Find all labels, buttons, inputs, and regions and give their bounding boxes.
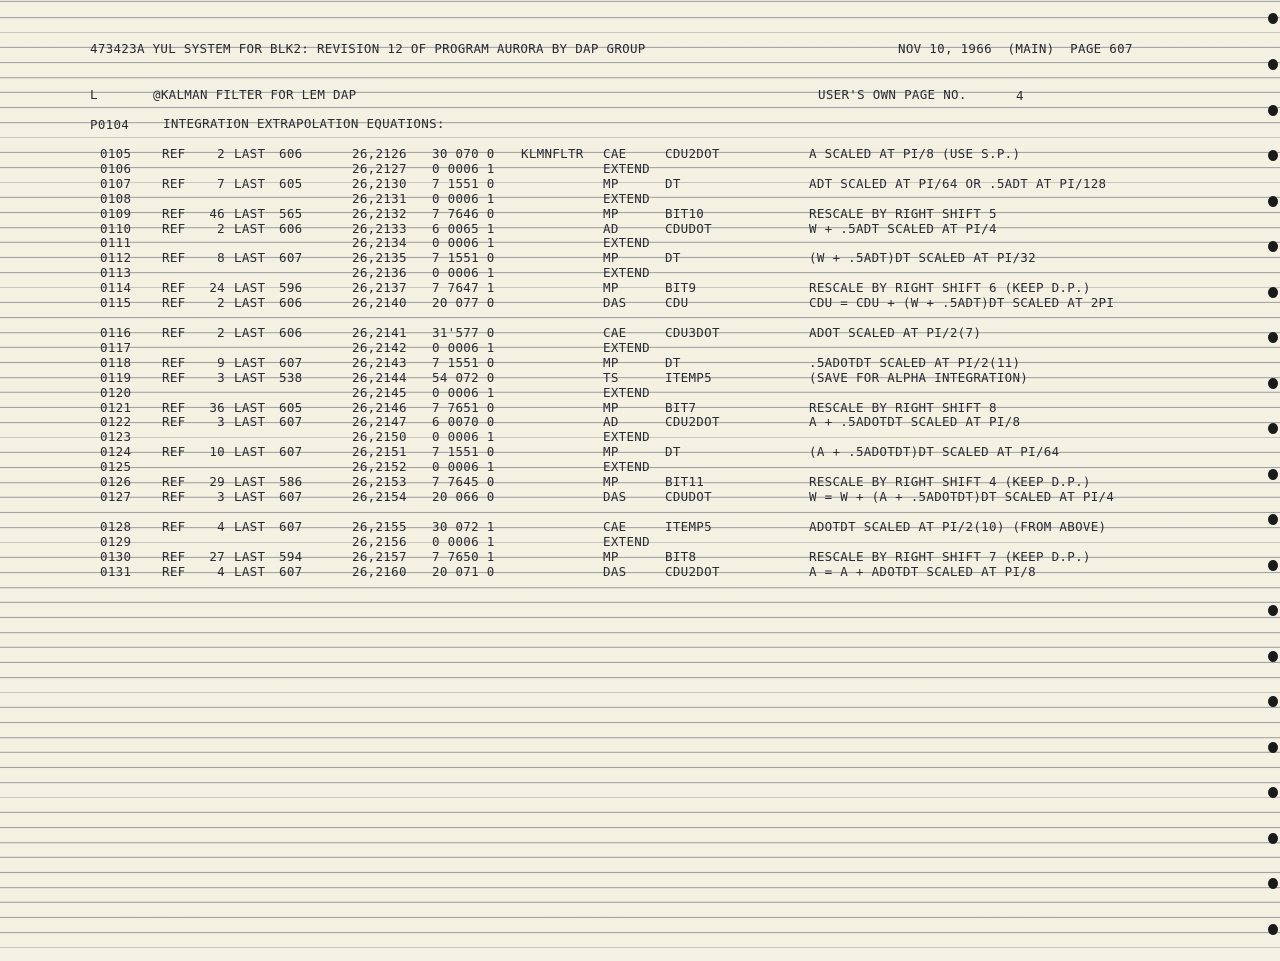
listing-row <box>0 370 1280 385</box>
ref-count: 36 <box>209 400 225 415</box>
ref-page: 606 <box>279 146 303 161</box>
punch-hole <box>1268 13 1278 24</box>
user-page-number: 4 <box>1016 88 1024 103</box>
punch-hole <box>1268 469 1278 480</box>
opcode: EXTEND <box>603 161 650 176</box>
listing-row <box>0 429 1280 444</box>
ref-count: 3 <box>217 489 225 504</box>
ref-page: 607 <box>279 355 303 370</box>
listing-row <box>0 400 1280 415</box>
ref-page: 594 <box>279 549 303 564</box>
ref-page: 607 <box>279 519 303 534</box>
ref-keyword: REF <box>162 370 186 385</box>
line-number: 0111 <box>100 235 132 250</box>
comment: .5ADOTDT SCALED AT PI/2(11) <box>809 355 1021 370</box>
address: 26,2130 <box>352 176 407 191</box>
listing-row <box>0 385 1280 400</box>
opcode: EXTEND <box>603 191 650 206</box>
opcode: DAS <box>603 564 627 579</box>
comment: A + .5ADOTDT SCALED AT PI/8 <box>809 414 1021 429</box>
octal-code: 6 0065 1 <box>432 221 495 236</box>
ref-page: 607 <box>279 489 303 504</box>
last-keyword: LAST <box>234 325 266 340</box>
punch-hole <box>1268 696 1278 707</box>
comment: ADT SCALED AT PI/64 OR .5ADT AT PI/128 <box>809 176 1107 191</box>
address: 26,2146 <box>352 400 407 415</box>
ref-count: 2 <box>217 221 225 236</box>
listing-row <box>0 444 1280 459</box>
last-keyword: LAST <box>234 564 266 579</box>
ref-page: 607 <box>279 444 303 459</box>
address: 26,2155 <box>352 519 407 534</box>
ref-page: 606 <box>279 295 303 310</box>
address: 26,2135 <box>352 250 407 265</box>
octal-code: 0 0006 1 <box>432 459 495 474</box>
opcode: EXTEND <box>603 265 650 280</box>
listing-row <box>0 549 1280 564</box>
line-number: 0113 <box>100 265 132 280</box>
punch-hole <box>1268 560 1278 571</box>
ref-keyword: REF <box>162 146 186 161</box>
address: 26,2151 <box>352 444 407 459</box>
listing-row <box>0 265 1280 280</box>
address: 26,2152 <box>352 459 407 474</box>
punch-hole <box>1268 878 1278 889</box>
last-keyword: LAST <box>234 146 266 161</box>
address: 26,2136 <box>352 265 407 280</box>
section-id: P0104 <box>90 117 130 132</box>
operand: CDU2DOT <box>665 564 720 579</box>
opcode: EXTEND <box>603 385 650 400</box>
octal-code: 7 7647 1 <box>432 280 495 295</box>
punch-hole <box>1268 514 1278 525</box>
punch-hole <box>1268 605 1278 616</box>
listing-row <box>0 235 1280 250</box>
ref-keyword: REF <box>162 564 186 579</box>
punch-hole <box>1268 787 1278 798</box>
opcode: MP <box>603 444 619 459</box>
header-right: NOV 10, 1966 (MAIN) PAGE 607 <box>898 41 1133 56</box>
last-keyword: LAST <box>234 280 266 295</box>
punch-hole <box>1268 105 1278 116</box>
ref-keyword: REF <box>162 206 186 221</box>
address: 26,2126 <box>352 146 407 161</box>
address: 26,2145 <box>352 385 407 400</box>
line-number: 0110 <box>100 221 132 236</box>
listing-row <box>0 280 1280 295</box>
punch-hole <box>1268 196 1278 207</box>
octal-code: 7 1551 0 <box>432 250 495 265</box>
operand: ITEMP5 <box>665 519 712 534</box>
ref-page: 538 <box>279 370 303 385</box>
operand: ITEMP5 <box>665 370 712 385</box>
operand: DT <box>665 444 681 459</box>
ref-keyword: REF <box>162 474 186 489</box>
listing-row <box>0 176 1280 191</box>
listing-row <box>0 325 1280 340</box>
address: 26,2134 <box>352 235 407 250</box>
listing-row <box>0 206 1280 221</box>
ref-page: 607 <box>279 414 303 429</box>
ref-page: 607 <box>279 250 303 265</box>
octal-code: 0 0006 1 <box>432 429 495 444</box>
address: 26,2127 <box>352 161 407 176</box>
ref-keyword: REF <box>162 176 186 191</box>
ref-keyword: REF <box>162 444 186 459</box>
octal-code: 7 1551 0 <box>432 355 495 370</box>
operand: DT <box>665 355 681 370</box>
address: 26,2156 <box>352 534 407 549</box>
comment: W + .5ADT SCALED AT PI/4 <box>809 221 997 236</box>
octal-code: 0 0006 1 <box>432 385 495 400</box>
ref-keyword: REF <box>162 355 186 370</box>
line-number: 0122 <box>100 414 132 429</box>
ref-count: 4 <box>217 564 225 579</box>
octal-code: 20 077 0 <box>432 295 495 310</box>
last-keyword: LAST <box>234 549 266 564</box>
line-number: 0109 <box>100 206 132 221</box>
opcode: MP <box>603 280 619 295</box>
program-title: @KALMAN FILTER FOR LEM DAP <box>153 87 357 102</box>
last-keyword: LAST <box>234 221 266 236</box>
operand: CDUDOT <box>665 221 712 236</box>
ref-count: 2 <box>217 325 225 340</box>
operand: DT <box>665 176 681 191</box>
operand: BIT9 <box>665 280 697 295</box>
last-keyword: LAST <box>234 414 266 429</box>
opcode: DAS <box>603 489 627 504</box>
opcode: MP <box>603 549 619 564</box>
last-keyword: LAST <box>234 250 266 265</box>
ref-keyword: REF <box>162 295 186 310</box>
operand: BIT8 <box>665 549 697 564</box>
line-number: 0126 <box>100 474 132 489</box>
address: 26,2133 <box>352 221 407 236</box>
octal-code: 0 0006 1 <box>432 161 495 176</box>
ref-page: 605 <box>279 400 303 415</box>
octal-code: 0 0006 1 <box>432 340 495 355</box>
octal-code: 54 072 0 <box>432 370 495 385</box>
section-title: INTEGRATION EXTRAPOLATION EQUATIONS: <box>163 116 445 131</box>
listing-row <box>0 191 1280 206</box>
opcode: CAE <box>603 325 627 340</box>
listing-row <box>0 489 1280 504</box>
listing-row <box>0 355 1280 370</box>
opcode: EXTEND <box>603 429 650 444</box>
comment: ADOTDT SCALED AT PI/2(10) (FROM ABOVE) <box>809 519 1107 534</box>
comment: (SAVE FOR ALPHA INTEGRATION) <box>809 370 1029 385</box>
address: 26,2140 <box>352 295 407 310</box>
operand: DT <box>665 250 681 265</box>
octal-code: 7 1551 0 <box>432 444 495 459</box>
comment: ADOT SCALED AT PI/2(7) <box>809 325 982 340</box>
opcode: DAS <box>603 295 627 310</box>
address: 26,2157 <box>352 549 407 564</box>
punch-hole <box>1268 378 1278 389</box>
line-number: 0112 <box>100 250 132 265</box>
ref-page: 606 <box>279 325 303 340</box>
ref-keyword: REF <box>162 250 186 265</box>
line-number: 0124 <box>100 444 132 459</box>
ref-count: 46 <box>209 206 225 221</box>
opcode: AD <box>603 414 619 429</box>
opcode: EXTEND <box>603 534 650 549</box>
comment: (A + .5ADOTDT)DT SCALED AT PI/64 <box>809 444 1060 459</box>
address: 26,2160 <box>352 564 407 579</box>
listing-row <box>0 564 1280 579</box>
address: 26,2141 <box>352 325 407 340</box>
ref-keyword: REF <box>162 414 186 429</box>
line-number: 0106 <box>100 161 132 176</box>
last-keyword: LAST <box>234 519 266 534</box>
punch-hole <box>1268 423 1278 434</box>
octal-code: 0 0006 1 <box>432 235 495 250</box>
punch-hole <box>1268 742 1278 753</box>
octal-code: 20 066 0 <box>432 489 495 504</box>
listing-row <box>0 221 1280 236</box>
operand: CDU <box>665 295 689 310</box>
listing-row <box>0 474 1280 489</box>
octal-code: 20 071 0 <box>432 564 495 579</box>
opcode: MP <box>603 355 619 370</box>
ref-page: 606 <box>279 221 303 236</box>
ref-count: 24 <box>209 280 225 295</box>
ref-keyword: REF <box>162 280 186 295</box>
punch-hole <box>1268 150 1278 161</box>
ref-page: 605 <box>279 176 303 191</box>
octal-code: 7 7645 0 <box>432 474 495 489</box>
ref-page: 596 <box>279 280 303 295</box>
operand: BIT10 <box>665 206 705 221</box>
ref-keyword: REF <box>162 549 186 564</box>
octal-code: 0 0006 1 <box>432 191 495 206</box>
operand: CDU2DOT <box>665 146 720 161</box>
ref-page: 607 <box>279 564 303 579</box>
octal-code: 7 7646 0 <box>432 206 495 221</box>
address: 26,2131 <box>352 191 407 206</box>
line-number: 0128 <box>100 519 132 534</box>
line-number: 0117 <box>100 340 132 355</box>
ref-keyword: REF <box>162 400 186 415</box>
ref-count: 10 <box>209 444 225 459</box>
opcode: TS <box>603 370 619 385</box>
punch-holes <box>1260 0 1280 961</box>
opcode: MP <box>603 176 619 191</box>
ref-page: 565 <box>279 206 303 221</box>
last-keyword: LAST <box>234 370 266 385</box>
comment: RESCALE BY RIGHT SHIFT 4 (KEEP D.P.) <box>809 474 1091 489</box>
comment: CDU = CDU + (W + .5ADT)DT SCALED AT 2PI <box>809 295 1115 310</box>
punch-hole <box>1268 287 1278 298</box>
line-number: 0129 <box>100 534 132 549</box>
listing-row <box>0 250 1280 265</box>
last-keyword: LAST <box>234 474 266 489</box>
comment: (W + .5ADT)DT SCALED AT PI/32 <box>809 250 1036 265</box>
opcode: EXTEND <box>603 340 650 355</box>
line-number: 0107 <box>100 176 132 191</box>
ref-count: 3 <box>217 370 225 385</box>
line-number: 0130 <box>100 549 132 564</box>
ref-count: 29 <box>209 474 225 489</box>
comment: A = A + ADOTDT SCALED AT PI/8 <box>809 564 1036 579</box>
line-number: 0115 <box>100 295 132 310</box>
octal-code: 31'577 0 <box>432 325 495 340</box>
octal-code: 30 070 0 <box>432 146 495 161</box>
last-keyword: LAST <box>234 489 266 504</box>
ref-count: 2 <box>217 295 225 310</box>
octal-code: 30 072 1 <box>432 519 495 534</box>
operand: CDU3DOT <box>665 325 720 340</box>
line-number: 0121 <box>100 400 132 415</box>
last-keyword: LAST <box>234 176 266 191</box>
ref-keyword: REF <box>162 325 186 340</box>
ref-count: 8 <box>217 250 225 265</box>
line-number: 0118 <box>100 355 132 370</box>
octal-code: 7 7651 0 <box>432 400 495 415</box>
operand: CDU2DOT <box>665 414 720 429</box>
line-number: 0120 <box>100 385 132 400</box>
last-keyword: LAST <box>234 444 266 459</box>
octal-code: 6 0070 0 <box>432 414 495 429</box>
symbol-label: KLMNFLTR <box>521 146 584 161</box>
listing-row <box>0 459 1280 474</box>
last-keyword: LAST <box>234 295 266 310</box>
comment: A SCALED AT PI/8 (USE S.P.) <box>809 146 1021 161</box>
operand: BIT11 <box>665 474 705 489</box>
ref-keyword: REF <box>162 489 186 504</box>
comment: RESCALE BY RIGHT SHIFT 5 <box>809 206 997 221</box>
address: 26,2143 <box>352 355 407 370</box>
ref-count: 4 <box>217 519 225 534</box>
address: 26,2150 <box>352 429 407 444</box>
octal-code: 7 7650 1 <box>432 549 495 564</box>
opcode: MP <box>603 206 619 221</box>
ref-count: 3 <box>217 414 225 429</box>
ref-keyword: REF <box>162 221 186 236</box>
header-left: 473423A YUL SYSTEM FOR BLK2: REVISION 12 OF PROGRAM AURORA BY DAP GROUP <box>90 41 646 56</box>
last-keyword: LAST <box>234 400 266 415</box>
opcode: EXTEND <box>603 459 650 474</box>
ref-count: 7 <box>217 176 225 191</box>
line-number: 0114 <box>100 280 132 295</box>
ref-count: 2 <box>217 146 225 161</box>
address: 26,2154 <box>352 489 407 504</box>
line-number: 0116 <box>100 325 132 340</box>
octal-code: 0 0006 1 <box>432 534 495 549</box>
punch-hole <box>1268 59 1278 70</box>
address: 26,2144 <box>352 370 407 385</box>
address: 26,2147 <box>352 414 407 429</box>
listing-row <box>0 534 1280 549</box>
address: 26,2137 <box>352 280 407 295</box>
comment: RESCALE BY RIGHT SHIFT 7 (KEEP D.P.) <box>809 549 1091 564</box>
opcode: MP <box>603 474 619 489</box>
comment: RESCALE BY RIGHT SHIFT 6 (KEEP D.P.) <box>809 280 1091 295</box>
listing-row <box>0 295 1280 310</box>
opcode: CAE <box>603 146 627 161</box>
line-number: 0125 <box>100 459 132 474</box>
octal-code: 7 1551 0 <box>432 176 495 191</box>
ref-page: 586 <box>279 474 303 489</box>
address: 26,2142 <box>352 340 407 355</box>
punch-hole <box>1268 924 1278 935</box>
comment: W = W + (A + .5ADOTDT)DT SCALED AT PI/4 <box>809 489 1115 504</box>
opcode: MP <box>603 400 619 415</box>
punch-hole <box>1268 651 1278 662</box>
line-number: 0105 <box>100 146 132 161</box>
last-keyword: LAST <box>234 355 266 370</box>
line-number: 0108 <box>100 191 132 206</box>
ref-count: 27 <box>209 549 225 564</box>
address: 26,2153 <box>352 474 407 489</box>
listing-row <box>0 519 1280 534</box>
address: 26,2132 <box>352 206 407 221</box>
line-number: 0131 <box>100 564 132 579</box>
operand: BIT7 <box>665 400 697 415</box>
line-number: 0127 <box>100 489 132 504</box>
operand: CDUDOT <box>665 489 712 504</box>
listing-row <box>0 161 1280 176</box>
ref-keyword: REF <box>162 519 186 534</box>
flag-letter: L <box>90 87 98 102</box>
listing-row <box>0 146 1280 161</box>
user-page-label: USER'S OWN PAGE NO. <box>818 87 967 102</box>
octal-code: 0 0006 1 <box>432 265 495 280</box>
listing-row <box>0 414 1280 429</box>
punch-hole <box>1268 332 1278 343</box>
opcode: AD <box>603 221 619 236</box>
line-number: 0123 <box>100 429 132 444</box>
punch-hole <box>1268 241 1278 252</box>
listing-row <box>0 340 1280 355</box>
last-keyword: LAST <box>234 206 266 221</box>
ref-count: 9 <box>217 355 225 370</box>
line-number: 0119 <box>100 370 132 385</box>
comment: RESCALE BY RIGHT SHIFT 8 <box>809 400 997 415</box>
punch-hole <box>1268 833 1278 844</box>
opcode: CAE <box>603 519 627 534</box>
opcode: MP <box>603 250 619 265</box>
opcode: EXTEND <box>603 235 650 250</box>
